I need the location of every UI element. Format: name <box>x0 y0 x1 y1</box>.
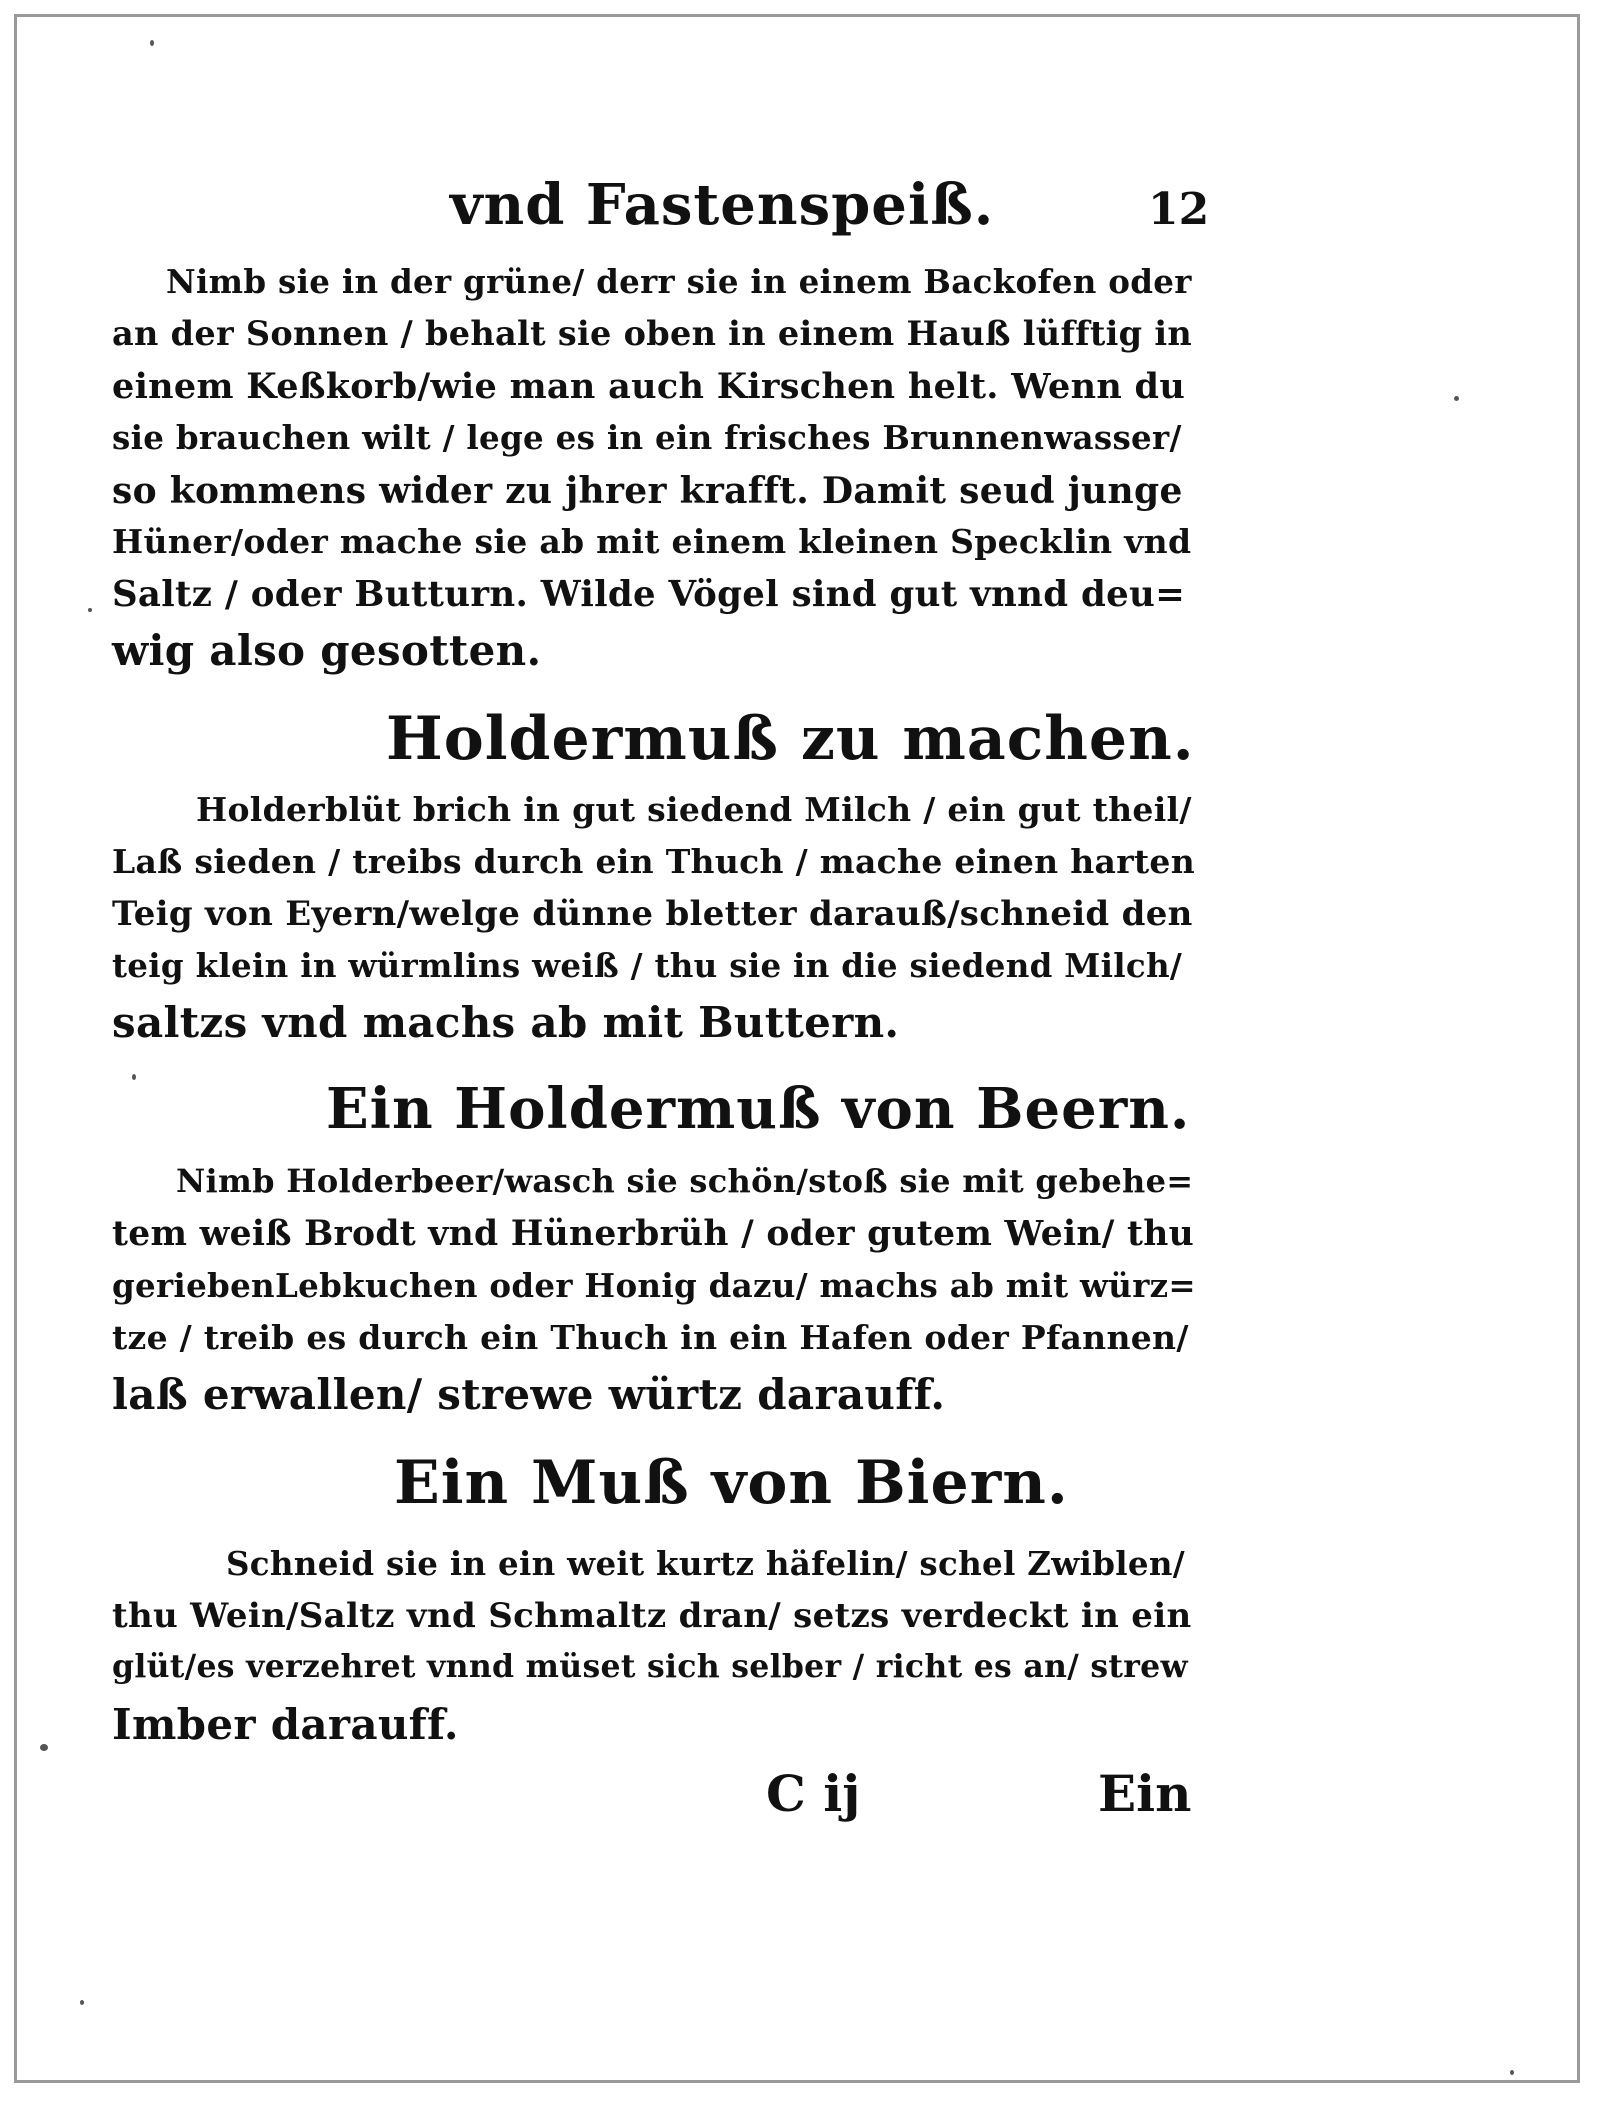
page-number: 12 <box>1148 184 1210 235</box>
text-line: so kommens wider zu jhrer krafft. Damit seud junge <box>112 470 1183 512</box>
text-line: thu Wein/Saltz vnd Schmaltz dran/ setzs verdeckt in ein <box>112 1596 1192 1636</box>
section-heading: Holdermuß zu machen. <box>386 704 1195 774</box>
text-line: wig also gesotten. <box>112 626 542 675</box>
text-line: Holderblüt brich in gut siedend Milch / ein gut theil/ <box>196 790 1192 829</box>
print-speck <box>88 608 92 612</box>
text-line: glüt/es verzehret vnnd müset sich selber / richt es an/ strew <box>112 1648 1188 1685</box>
print-speck <box>1454 396 1459 401</box>
text-line: einem Keßkorb/wie man auch Kirschen helt. Wenn du <box>112 366 1186 407</box>
text-line: tze / treib es durch ein Thuch in ein Hafen oder Pfannen/ <box>112 1318 1189 1357</box>
catchword: Ein <box>1098 1764 1192 1823</box>
print-speck <box>1510 2070 1514 2075</box>
print-speck <box>80 2000 84 2005</box>
print-speck <box>150 40 154 46</box>
text-line: Saltz / oder Butturn. Wilde Vögel sind gut vnnd deu= <box>112 574 1186 615</box>
text-line: geriebenLebkuchen oder Honig dazu/ machs ab mit würz= <box>112 1266 1196 1305</box>
text-line: tem weiß Brodt vnd Hünerbrüh / oder gutem Wein/ thu <box>112 1214 1195 1254</box>
section-heading: Ein Muß von Biern. <box>394 1448 1069 1518</box>
text-line: Imber darauff. <box>112 1700 459 1749</box>
text-line: Schneid sie in ein weit kurtz häfelin/ schel Zwiblen/ <box>226 1544 1185 1583</box>
text-line: Hüner/oder mache sie ab mit einem kleinen Specklin vnd <box>112 522 1192 561</box>
text-line: Nimb Holderbeer/wasch sie schön/stoß sie mit gebehe= <box>176 1162 1194 1200</box>
signature-mark: C ij <box>766 1764 861 1823</box>
text-line: teig klein in würmlins weiß / thu sie in die siedend Milch/ <box>112 946 1183 985</box>
text-line: laß erwallen/ strewe würtz darauff. <box>112 1370 946 1419</box>
print-speck <box>132 1074 136 1080</box>
text-line: Laß sieden / treibs durch ein Thuch / mache einen harten <box>112 842 1196 881</box>
text-line: Teig von Eyern/welge dünne bletter darauß/schneid den <box>112 894 1193 934</box>
text-line: saltzs vnd machs ab mit Buttern. <box>112 998 900 1047</box>
section-heading: Ein Holdermuß von Beern. <box>326 1076 1191 1142</box>
print-speck <box>40 1744 48 1751</box>
text-line: sie brauchen wilt / lege es in ein frisches Brunnenwasser/ <box>112 418 1182 457</box>
text-line: an der Sonnen / behalt sie oben in einem Hauß lüfftig in <box>112 314 1193 353</box>
running-title: vnd Fastenspeiß. <box>450 172 995 238</box>
text-line: Nimb sie in der grüne/ derr sie in einem Backofen oder <box>166 262 1192 301</box>
